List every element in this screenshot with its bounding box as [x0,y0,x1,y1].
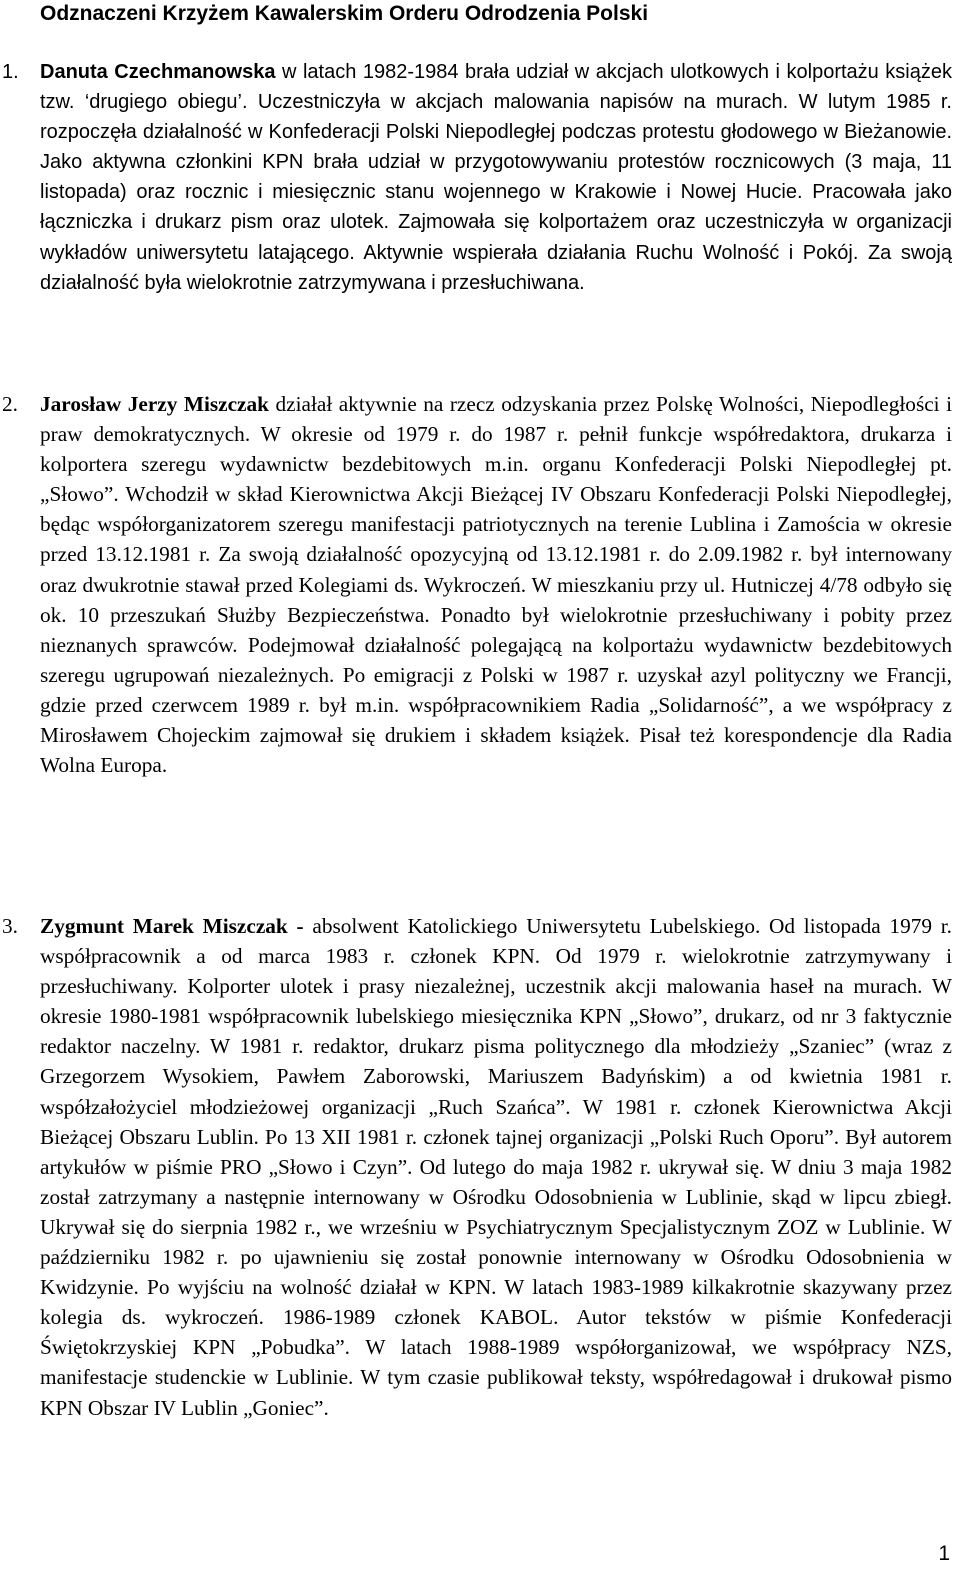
entry-body [40,57,952,298]
person-name: Zygmunt Marek Miszczak - [40,914,304,938]
entry-number: 1. [2,61,19,83]
entry-number: 2. [2,392,18,416]
person-name: Danuta Czechmanowska [40,61,276,83]
person-name: Jarosław Jerzy Miszczak [40,392,270,416]
page-number: 1 [938,1542,950,1565]
entry-text: absolwent Katolickiego Uniwersytetu Lubelskiego. Od listopada 1979 r. współpracownik a od marca 1983 r. członek KPN. Od 1979 r. wielokrotnie zatrzymywany i przesłuchiwany. Kolporter ulotek i prasy niezależnej, uczestnik akcji malowania haseł na murach. W okresie 1980-1981 współpracownik lubelskiego miesięcznika KPN „Słowo”, drukarz, od nr 3 faktycznie redaktor naczelny. W 1981 r. redaktor, drukarz pisma politycznego dla młodzieży „Szaniec” (wraz z Grzegorzem Wysokiem, Pawłem Zaborowski, Mariuszem Badyńskim) a od kwietnia 1981 r. współzałożyciel młodzieżowej organizacji „Ruch Szańca”. W 1981 r. członek Kierownictwa Akcji Bieżącej Obszaru Lublin. Po 13 XII 1981 r. członek tajnej organizacji „Polski Ruch Oporu”. Był autorem artykułów w piśmie PRO „Słowo i Czyn”. Od lutego do maja 1982 r. ukrywał się. W dniu 3 maja 1982 został zatrzymany a następnie internowany w Ośrodku Odosobnienia w Lublinie, skąd w lipcu zbiegł. Ukrywał się do sierpnia 1982 r., we wrześniu w Psychiatrycznym Specjalistycznym ZOZ w Lublinie. W październiku 1982 r. po ujawnieniu się został ponownie internowany w Ośrodku Odosobnienia w Kwidzynie. Po wyjściu na wolność działał w KPN. W latach 1983-1989 kilkakrotnie skazywany przez kolegia ds. wykroczeń. 1986-1989 członek KABOL. Autor tekstów w piśmie Konfederacji Świętokrzyskiej KPN „Pobudka”. W latach 1988-1989 współorganizował, we współpracy NZS, manifestacje studenckie w Lublinie. W tym czasie publikował teksty, współredagował i drukował pismo KPN Obszar IV Lublin „Goniec”. [40,914,953,1420]
document-title: Odznaczeni Krzyżem Kawalerskim Orderu Odrodzenia Polski [40,2,649,25]
entry-number: 3. [2,914,18,938]
entry-text: działał aktywnie na rzecz odzyskania przez Polskę Wolności, Niepodległości i praw demokratycznych. W okresie od 1979 r. do 1987 r. pełnił funkcje współredaktora, drukarza i kolportera szeregu wydawnictw bezdebitowych m.in. organu Konfederacji Polski Niepodległej pt. „Słowo”. Wchodził w skład Kierownictwa Akcji Bieżącej IV Obszaru Konfederacji Polski Niepodległej, będąc współorganizatorem szeregu manifestacji patriotycznych na terenie Lublina i Zamościa w okresie przed 13.12.1981 r. Za swoją działalność opozycyjną od 13.12.1981 r. do 2.09.1982 r. był internowany oraz dwukrotnie stawał przed Kolegiami ds. Wykroczeń. W mieszkaniu przy ul. Hutniczej 4/78 odbyło się ok. 10 przeszukań Służby Bezpieczeństwa. Ponadto był wielokrotnie przesłuchiwany i pobity przez nieznanych sprawców. Podejmował działalność polegającą na kolportażu wydawnictw bezdebitowych szeregu ugrupowań niezależnych. Po emigracji z Polski w 1987 r. uzyskał azyl polityczny we Francji, gdzie przed czerwcem 1989 r. był m.in. współpracownikiem Radia „Solidarność”, a we współpracy z Mirosławem Chojeckim zajmował się drukiem i składem książek. Pisał też korespondencje dla Radia Wolna Europa. [40,392,952,778]
entry-body [40,389,952,780]
entry-body [40,911,952,1423]
entry-text: w latach 1982-1984 brała udział w akcjach ulotkowych i kolportażu książek tzw. ‘drugiego obiegu’. Uczestniczyła w akcjach malowania napisów na murach. W lutym 1985 r. rozpoczęła działalność w Konfederacji Polski Niepodległej podczas protestu głodowego w Bieżanowie. Jako aktywna członkini KPN brała udział w przygotowywaniu protestów rocznicowych (3 maja, 11 listopada) oraz rocznic i miesięcznic stanu wojennego w Krakowie i Nowej Hucie. Pracowała jako łączniczka i drukarz pism oraz ulotek. Zajmowała się kolportażem oraz uczestniczyła w organizacji wykładów uniwersytetu latającego. Aktywnie wspierała działania Ruchu Wolność i Pokój. Za swoją działalność była wielokrotnie zatrzymywana i przesłuchiwana. [40,61,952,294]
